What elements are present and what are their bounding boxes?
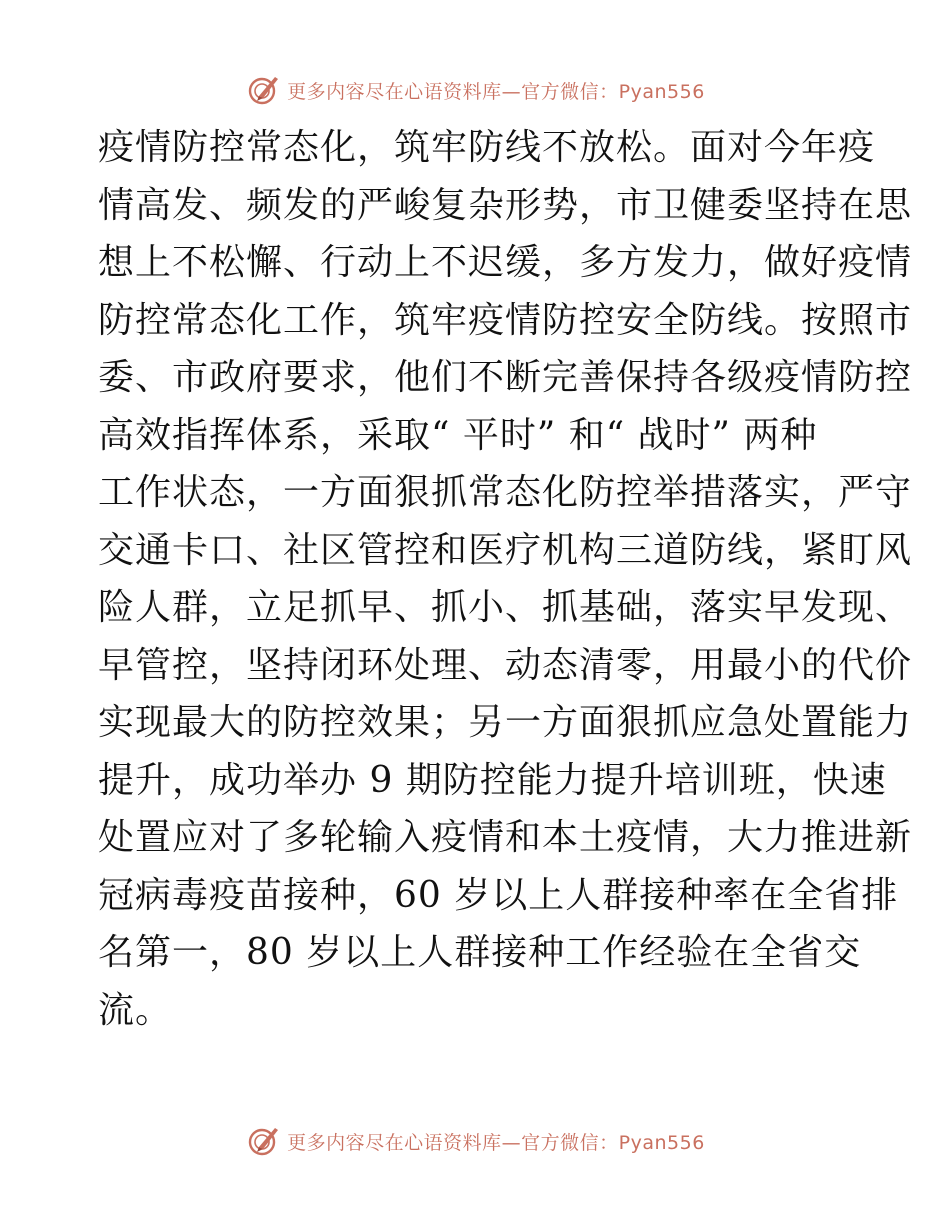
body-line: 冠病毒疫苗接种，60 岁以上人群接种率在全省排 <box>98 874 899 916</box>
body-line: 早管控，坚持闭环处理、动态清零，用最小的代价 <box>98 644 913 686</box>
body-line: 委、市政府要求，他们不断完善保持各级疫情防控 <box>98 357 913 398</box>
body-line: 交通卡口、社区管控和医疗机构三道防线，紧盯风 <box>98 529 913 571</box>
body-line: 工作状态，一方面狠抓常态化防控举措落实，严守 <box>98 472 913 513</box>
body-line: 提升，成功举办 9 期防控能力提升培训班，快速 <box>98 759 887 801</box>
body-line: 实现最大的防控效果；另一方面狠抓应急处置能力 <box>98 702 913 743</box>
body-line: 流。 <box>98 989 173 1031</box>
body-line: 想上不松懈、行动上不迟缓，多方发力，做好疫情 <box>98 242 913 283</box>
footer-banner-text: 更多内容尽在心语资料库—官方微信：Pyan556 <box>287 1131 705 1154</box>
document-body <box>98 119 913 1039</box>
header-banner-text: 更多内容尽在心语资料库—官方微信：Pyan556 <box>287 80 705 103</box>
quill-pen-logo-icon <box>245 72 281 108</box>
body-line: 名第一，80 岁以上人群接种工作经验在全省交 <box>98 932 862 973</box>
body-line: 防控常态化工作，筑牢疫情防控安全防线。按照市 <box>98 299 913 341</box>
body-line: 高效指挥体系，采取“ 平时” 和“ 战时” 两种 <box>98 414 818 456</box>
header-watermark-banner <box>0 70 950 110</box>
body-line: 处置应对了多轮输入疫情和本土疫情，大力推进新 <box>98 817 913 858</box>
body-line: 情高发、频发的严峻复杂形势，市卫健委坚持在思 <box>98 184 913 226</box>
quill-pen-logo-icon <box>245 1123 281 1159</box>
body-line: 险人群，立足抓早、抓小、抓基础，落实早发现、 <box>98 587 913 628</box>
body-line: 疫情防控常态化，筑牢防线不放松。面对今年疫 <box>98 127 876 168</box>
footer-watermark-banner <box>0 1121 950 1161</box>
